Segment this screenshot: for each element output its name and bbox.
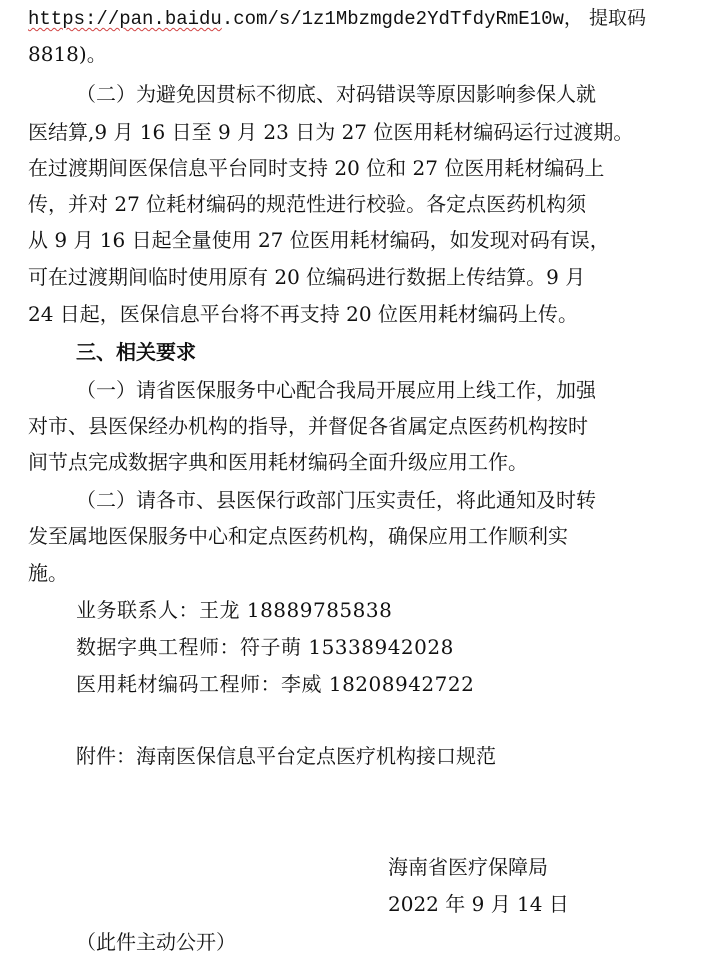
attachment: 附件：海南医保信息平台定点医疗机构接口规范	[76, 744, 496, 768]
section3-heading: 三、相关要求	[76, 340, 196, 364]
req2-line: 施。	[28, 561, 68, 585]
contact-dictionary-engineer: 数据字典工程师：符子萌 15338942028	[76, 635, 454, 659]
para2-line: 从 9 月 16 日起全量使用 27 位医用耗材编码，如发现对码有误，	[28, 228, 610, 252]
extraction-code-label: 提取码	[582, 7, 646, 29]
issue-date: 2022 年 9 月 14 日	[388, 892, 569, 916]
req1-line: 间节点完成数据字典和医用耗材编码全面升级应用工作。	[28, 450, 528, 474]
para2-line: （二）为避免因贯标不彻底、对码错误等原因影响参保人就	[76, 82, 596, 106]
share-link-line	[28, 4, 646, 32]
req2-line: 发至属地医保服务中心和定点医药机构，确保应用工作顺利实	[28, 524, 568, 548]
contact-business: 业务联系人：王龙 18889785838	[76, 598, 393, 622]
para2-line: 可在过渡期间临时使用原有 20 位编码进行数据上传结算。9 月	[28, 265, 586, 289]
url-prefix: https://	[28, 8, 120, 30]
para2-line: 24 日起，医保信息平台将不再支持 20 位医用耗材编码上传。	[28, 302, 578, 326]
para2-line: 传，并对 27 位耗材编码的规范性进行校验。各定点医药机构须	[28, 192, 587, 216]
extraction-code: 8818)。	[28, 42, 107, 66]
issuing-organization: 海南省医疗保障局	[388, 855, 548, 879]
url-host: pan.baidu	[119, 8, 222, 30]
req1-line: （一）请省医保服务中心配合我局开展应用上线工作，加强	[76, 378, 596, 402]
url-path: .com/s/1z1Mbzmgde2YdTfdyRmE10w，	[221, 8, 583, 30]
para2-line: 医结算,9 月 16 日至 9 月 23 日为 27 位医用耗材编码运行过渡期。	[28, 120, 634, 144]
disclosure-note: （此件主动公开）	[76, 930, 236, 954]
contact-consumables-engineer: 医用耗材编码工程师：李威 18208942722	[76, 672, 475, 696]
para2-line: 在过渡期间医保信息平台同时支持 20 位和 27 位医用耗材编码上	[28, 156, 605, 180]
req2-line: （二）请各市、县医保行政部门压实责任，将此通知及时转	[76, 488, 596, 512]
req1-line: 对市、县医保经办机构的指导，并督促各省属定点医药机构按时	[28, 414, 588, 438]
